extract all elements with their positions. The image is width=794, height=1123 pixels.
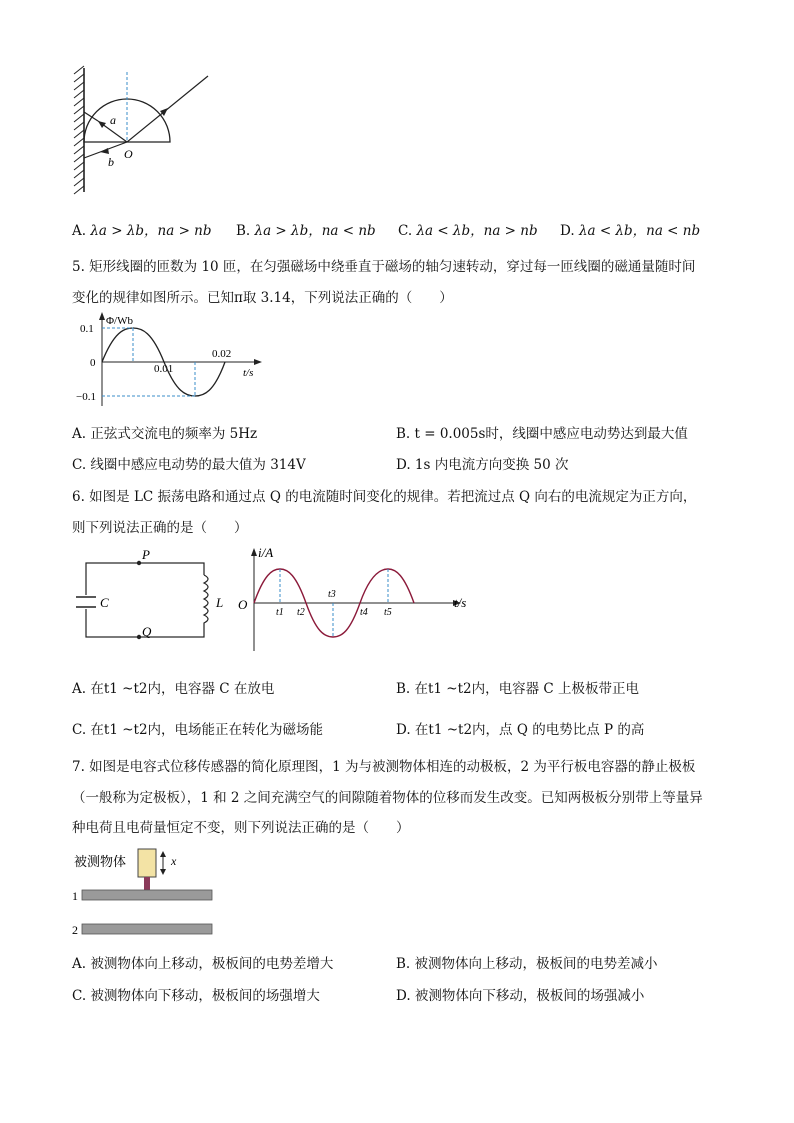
plate-2-label: 2	[72, 923, 78, 937]
q7-option-a[interactable]: A. 被测物体向上移动，极板间的电势差增大	[72, 956, 334, 972]
x-label: x	[171, 854, 177, 868]
q5-option-a[interactable]: A. 正弦式交流电的频率为 5Hz	[72, 426, 258, 442]
object-label: 被测物体	[74, 855, 127, 870]
q6-option-b[interactable]: B. 在t1 ~t2内，电容器 C 上极板带正电	[396, 681, 640, 697]
q5-option-c[interactable]: C. 线圈中感应电动势的最大值为 314V	[72, 457, 306, 473]
measured-object	[138, 849, 156, 877]
label-p: P	[142, 547, 150, 562]
q6-option-d[interactable]: D. 在t1 ~t2内，点 Q 的电势比点 P 的高	[396, 722, 645, 738]
q4-option-c[interactable]: C. λa < λb，na > nb	[398, 223, 538, 239]
tick-t2: t2	[297, 607, 305, 618]
label-q: Q	[142, 624, 152, 639]
q7-stem-line1: 7. 如图是电容式位移传感器的简化原理图，1 为与被测物体相连的动极板，2 为平行板电容器的静止极板	[72, 759, 696, 775]
prism-figure	[60, 62, 220, 202]
q6-stem-line2: 则下列说法正确的是（ ）	[72, 520, 248, 536]
q6-option-c[interactable]: C. 在t1 ~t2内，电场能正在转化为磁场能	[72, 722, 324, 738]
flux-graph	[72, 310, 272, 410]
q7-stem-line2: （一般称为定极板），1 和 2 之间充满空气的间隙随着物体的位移而发生改变。已知两极板分别带上等量异	[72, 790, 703, 806]
q4-option-d[interactable]: D. λa < λb，na < nb	[560, 223, 701, 239]
flux-ylabel: Φ/Wb	[106, 315, 133, 327]
tick-t5: t5	[384, 607, 392, 618]
q4-option-b[interactable]: B. λa > λb，na < nb	[236, 223, 376, 239]
plate-1	[82, 890, 212, 900]
q6-option-a[interactable]: A. 在t1 ~t2内，电容器 C 在放电	[72, 681, 275, 697]
q7-option-d[interactable]: D. 被测物体向下移动，极板间的场强减小	[396, 988, 645, 1004]
tick-t1: t1	[276, 607, 284, 618]
sensor-figure	[70, 846, 240, 941]
q5-option-d[interactable]: D. 1s 内电流方向变换 50 次	[396, 457, 569, 473]
q5-stem-line1: 5. 矩形线圈的匝数为 10 匝，在匀强磁场中绕垂直于磁场的轴匀速转动，穿过每一匝线圈的磁通量随时间	[72, 259, 696, 275]
flux-ytop: 0.1	[80, 323, 94, 335]
q7-option-c[interactable]: C. 被测物体向下移动，极板间的场强增大	[72, 988, 320, 1004]
i-origin: O	[238, 597, 248, 612]
lc-circuit	[68, 545, 228, 655]
tick-t3: t3	[328, 589, 336, 600]
flux-ybottom: −0.1	[76, 391, 96, 403]
label-c: C	[100, 595, 109, 610]
tick-t4: t4	[360, 607, 368, 618]
i-xlabel: t/s	[454, 595, 467, 610]
wall-hatch	[74, 66, 84, 194]
q6-stem-line1: 6. 如图是 LC 振荡电路和通过点 Q 的电流随时间变化的规律。若把流过点 Q 向右的电流规定为正方向，	[72, 489, 697, 505]
q5-stem-line2: 变化的规律如图所示。已知π取 3.14，下列说法正确的（ ）	[72, 290, 453, 306]
i-ylabel: i/A	[258, 545, 274, 560]
label-b: b	[108, 155, 114, 169]
q5-option-b[interactable]: B. t = 0.005s时，线圈中感应电动势达到最大值	[396, 426, 688, 442]
flux-xlabel: t/s	[243, 367, 254, 379]
connecting-rod	[144, 877, 150, 890]
current-graph	[232, 545, 472, 655]
q7-option-b[interactable]: B. 被测物体向上移动，极板间的电势差减小	[396, 956, 658, 972]
plate-2	[82, 924, 212, 934]
plate-1-label: 1	[72, 889, 78, 903]
label-a: a	[110, 113, 116, 127]
label-o: O	[124, 147, 133, 161]
flux-xmid: 0.01	[154, 363, 174, 375]
q4-option-a[interactable]: A. λa > λb，na > nb	[72, 223, 212, 239]
flux-xend: 0.02	[212, 348, 232, 360]
label-l: L	[216, 595, 224, 610]
q7-stem-line3: 种电荷且电荷量恒定不变，则下列说法正确的是（ ）	[72, 820, 410, 836]
flux-yzero: 0	[90, 357, 96, 369]
